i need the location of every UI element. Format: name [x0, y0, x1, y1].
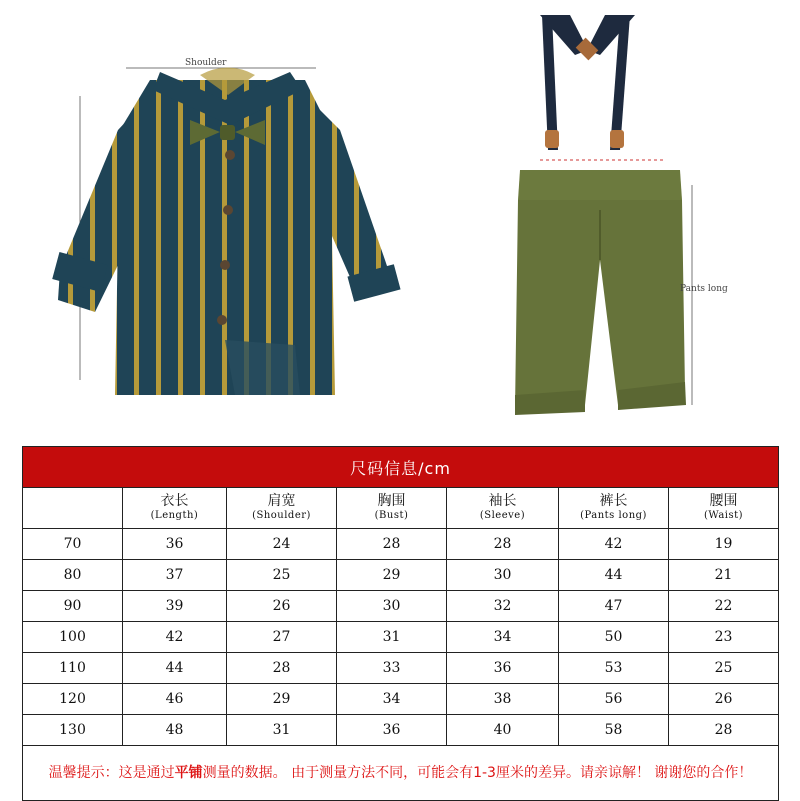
measurement-cell: 34	[447, 622, 559, 653]
measurement-cell: 28	[447, 529, 559, 560]
pants-long-label: Pants long	[680, 284, 728, 294]
header-cell-shoulder: 肩宽 (Shoulder)	[227, 488, 337, 529]
measurement-cell: 42	[559, 529, 669, 560]
size-cell: 90	[23, 591, 123, 622]
size-cell: 110	[23, 653, 123, 684]
header-cell-bust: 胸围 (Bust)	[337, 488, 447, 529]
measurement-cell: 37	[123, 560, 227, 591]
shirt-image	[40, 50, 410, 420]
measurement-note: 温馨提示：这是通过平铺测量的数据。 由于测量方法不同，可能会有1-3厘米的差异。请亲谅解！ 谢谢您的合作！	[23, 746, 779, 801]
table-row	[23, 591, 779, 622]
measurement-cell: 48	[123, 715, 227, 746]
measurement-cell: 23	[669, 622, 779, 653]
size-cell: 80	[23, 560, 123, 591]
measurement-cell: 26	[669, 684, 779, 715]
measurement-cell: 29	[337, 560, 447, 591]
measurement-cell: 31	[227, 715, 337, 746]
size-cell: 100	[23, 622, 123, 653]
table-row	[23, 715, 779, 746]
measurement-cell: 40	[447, 715, 559, 746]
measurement-cell: 38	[447, 684, 559, 715]
size-table	[22, 446, 779, 801]
measurement-cell: 34	[337, 684, 447, 715]
measurement-cell: 47	[559, 591, 669, 622]
measurement-cell: 44	[559, 560, 669, 591]
measurement-cell: 21	[669, 560, 779, 591]
header-cell-sleeve: 袖长 (Sleeve)	[447, 488, 559, 529]
measurement-cell: 58	[559, 715, 669, 746]
measurement-cell: 31	[337, 622, 447, 653]
measurement-cell: 56	[559, 684, 669, 715]
measurement-cell: 42	[123, 622, 227, 653]
shoulder-label: Shoulder	[185, 58, 227, 68]
measurement-cell: 25	[669, 653, 779, 684]
pants-image	[470, 10, 730, 430]
header-cell-waist: 腰围 (Waist)	[669, 488, 779, 529]
table-row	[23, 653, 779, 684]
measurement-cell: 29	[227, 684, 337, 715]
measurement-cell: 44	[123, 653, 227, 684]
size-cell: 70	[23, 529, 123, 560]
measurement-cell: 27	[227, 622, 337, 653]
measurement-cell: 36	[447, 653, 559, 684]
measurement-cell: 28	[337, 529, 447, 560]
measurement-cell: 33	[337, 653, 447, 684]
table-row	[23, 622, 779, 653]
measurement-cell: 53	[559, 653, 669, 684]
size-chart	[22, 446, 778, 801]
measurement-cell: 36	[337, 715, 447, 746]
measurement-cell: 26	[227, 591, 337, 622]
table-row	[23, 560, 779, 591]
measurement-cell: 36	[123, 529, 227, 560]
measurement-cell: 32	[447, 591, 559, 622]
measurement-cell: 30	[447, 560, 559, 591]
measurement-cell: 24	[227, 529, 337, 560]
header-row	[23, 488, 779, 529]
measurement-cell: 50	[559, 622, 669, 653]
header-cell-length: 衣长 (Length)	[123, 488, 227, 529]
table-title: 尺码信息/cm	[23, 447, 779, 488]
measurement-cell: 19	[669, 529, 779, 560]
header-cell-pants-long: 裤长 (Pants long)	[559, 488, 669, 529]
measurement-cell: 28	[227, 653, 337, 684]
table-row	[23, 684, 779, 715]
measurement-cell: 22	[669, 591, 779, 622]
measurement-cell: 30	[337, 591, 447, 622]
table-row	[23, 529, 779, 560]
measurement-cell: 28	[669, 715, 779, 746]
size-cell: 120	[23, 684, 123, 715]
header-cell-empty	[23, 488, 123, 529]
measurement-cell: 25	[227, 560, 337, 591]
measurement-cell: 39	[123, 591, 227, 622]
size-cell: 130	[23, 715, 123, 746]
measurement-cell: 46	[123, 684, 227, 715]
